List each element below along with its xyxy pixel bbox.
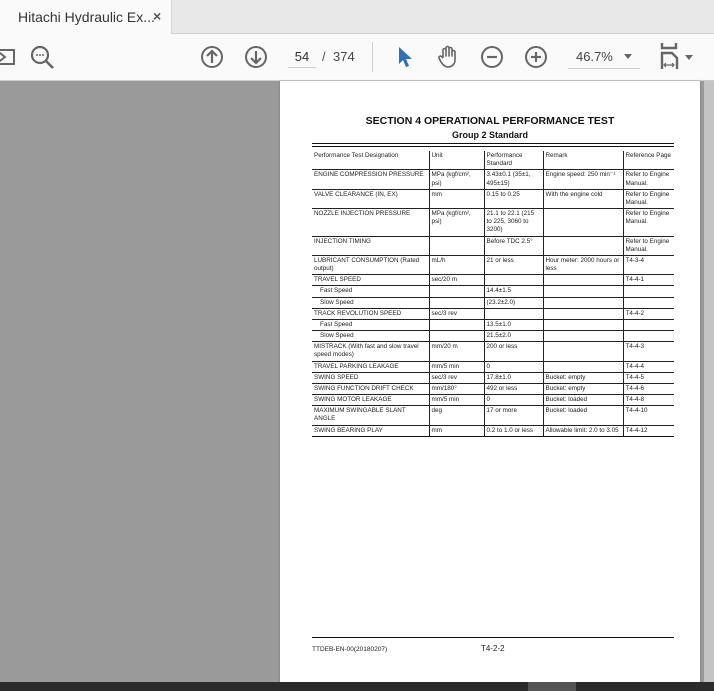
cell-designation: MISTRACK (With fast and slow travel speed modes) bbox=[312, 342, 429, 361]
hand-tool-icon[interactable] bbox=[435, 44, 461, 70]
cell-remark bbox=[543, 209, 623, 237]
cell-remark: Engine speed: 250 min⁻¹ bbox=[543, 170, 623, 189]
prev-page-icon[interactable] bbox=[199, 44, 225, 70]
cell-remark bbox=[543, 342, 623, 361]
cell-unit: deg bbox=[429, 406, 484, 425]
cell-unit: mm/5 min bbox=[429, 361, 484, 372]
page-total: 374 bbox=[333, 49, 355, 64]
cell-ref: T4-4-2 bbox=[623, 308, 674, 319]
cell-unit bbox=[429, 331, 484, 342]
cell-unit: sec/20 m bbox=[429, 275, 484, 286]
cell-standard: 21.5±2.0 bbox=[484, 331, 543, 342]
cell-remark bbox=[543, 319, 623, 330]
cell-remark bbox=[543, 275, 623, 286]
header-unit: Unit bbox=[429, 151, 484, 170]
table-row bbox=[312, 308, 674, 319]
fit-options-chevron-icon[interactable] bbox=[685, 55, 693, 60]
pdf-page bbox=[280, 81, 700, 682]
cell-standard: 0 bbox=[484, 395, 543, 406]
cell-designation: MAXIMUM SWINGABLE SLANT ANGLE bbox=[312, 406, 429, 425]
cell-unit: mL/h bbox=[429, 255, 484, 274]
cell-unit bbox=[429, 236, 484, 255]
taskbar-active-app[interactable] bbox=[528, 682, 576, 691]
close-tab-icon[interactable]: × bbox=[153, 8, 162, 24]
cell-ref bbox=[623, 297, 674, 308]
header-reference: Reference Page bbox=[623, 151, 674, 170]
page-separator: / bbox=[322, 49, 326, 64]
footer-rule bbox=[312, 637, 674, 638]
cell-remark: Allowable limit: 2.0 to 3.05 bbox=[543, 425, 623, 436]
cell-remark bbox=[543, 308, 623, 319]
section-title: SECTION 4 OPERATIONAL PERFORMANCE TEST bbox=[365, 115, 615, 127]
cell-ref: T4-4-4 bbox=[623, 361, 674, 372]
cell-remark: Hour meter: 2000 hours or less bbox=[543, 255, 623, 274]
zoom-level-value: 46.7% bbox=[576, 49, 613, 64]
cell-unit: mm bbox=[429, 189, 484, 208]
cell-remark bbox=[543, 286, 623, 297]
cell-designation: NOZZLE INJECTION PRESSURE bbox=[312, 209, 429, 237]
cell-ref: T4-4-3 bbox=[623, 342, 674, 361]
cell-remark: Bucket: empty bbox=[543, 383, 623, 394]
cell-unit bbox=[429, 286, 484, 297]
cell-unit bbox=[429, 319, 484, 330]
cell-designation: SWING BEARING PLAY bbox=[312, 425, 429, 436]
table-row bbox=[312, 331, 674, 342]
performance-table bbox=[312, 151, 674, 437]
header-designation: Performance Test Designation bbox=[312, 151, 429, 170]
table-row bbox=[312, 361, 674, 372]
os-taskbar bbox=[0, 682, 714, 691]
cell-standard: 0.15 to 0.25 bbox=[484, 189, 543, 208]
table-row bbox=[312, 170, 674, 189]
table-row bbox=[312, 236, 674, 255]
cell-ref bbox=[623, 331, 674, 342]
cell-remark bbox=[543, 361, 623, 372]
header-standard: Performance Standard bbox=[484, 151, 543, 170]
chevron-down-icon bbox=[624, 54, 632, 59]
cell-ref: Refer to Engine Manual. bbox=[623, 170, 674, 189]
cell-remark bbox=[543, 297, 623, 308]
cell-unit: sec/3 rev bbox=[429, 308, 484, 319]
cell-standard: 0.2 to 1.0 or less bbox=[484, 425, 543, 436]
cell-ref: Refer to Engine Manual. bbox=[623, 236, 674, 255]
cell-designation: TRACK REVOLUTION SPEED bbox=[312, 308, 429, 319]
table-row bbox=[312, 286, 674, 297]
cell-ref: T4-4-8 bbox=[623, 395, 674, 406]
cell-designation: VALVE CLEARANCE (IN, EX) bbox=[312, 189, 429, 208]
cell-ref: T4-4-10 bbox=[623, 406, 674, 425]
table-row bbox=[312, 275, 674, 286]
cell-unit bbox=[429, 297, 484, 308]
cell-standard: 13.5±1.0 bbox=[484, 319, 543, 330]
table-row bbox=[312, 383, 674, 394]
title-double-rule bbox=[312, 143, 674, 147]
fit-page-icon[interactable] bbox=[657, 43, 683, 69]
document-viewer bbox=[0, 81, 714, 682]
group-subtitle: Group 2 Standard bbox=[451, 130, 528, 140]
toolbar bbox=[0, 34, 714, 81]
cell-standard: 0 bbox=[484, 361, 543, 372]
table-row bbox=[312, 209, 674, 237]
cell-remark: With the engine cold bbox=[543, 189, 623, 208]
table-row bbox=[312, 425, 674, 436]
cell-designation: INJECTION TIMING bbox=[312, 236, 429, 255]
cell-remark: Bucket: loaded bbox=[543, 395, 623, 406]
cell-unit: MPa (kgf/cm², psi) bbox=[429, 170, 484, 189]
cell-ref bbox=[623, 286, 674, 297]
cell-standard: 200 or less bbox=[484, 342, 543, 361]
page-number-input[interactable] bbox=[288, 46, 316, 68]
table-row bbox=[312, 189, 674, 208]
document-tab[interactable] bbox=[0, 0, 172, 34]
cell-ref: T4-4-6 bbox=[623, 383, 674, 394]
cell-designation: SWING MOTOR LEAKAGE bbox=[312, 395, 429, 406]
cell-designation: SWING FUNCTION DRIFT CHECK bbox=[312, 383, 429, 394]
cell-unit: sec/3 rev bbox=[429, 372, 484, 383]
tab-title: Hitachi Hydraulic Ex... bbox=[18, 9, 155, 25]
search-icon[interactable] bbox=[29, 44, 55, 70]
table-row bbox=[312, 395, 674, 406]
cell-standard: (23.2±2.0) bbox=[484, 297, 543, 308]
select-tool-icon[interactable] bbox=[392, 44, 418, 70]
zoom-out-icon[interactable] bbox=[479, 44, 505, 70]
cell-unit: mm/5 min bbox=[429, 395, 484, 406]
footer-doc-code: TTDEB-EN-00(20180207) bbox=[312, 646, 388, 653]
cell-designation: SWING SPEED bbox=[312, 372, 429, 383]
cell-standard bbox=[484, 308, 543, 319]
cell-remark: Bucket: loaded bbox=[543, 406, 623, 425]
cell-standard bbox=[484, 275, 543, 286]
cell-standard: 21 or less bbox=[484, 255, 543, 274]
table-row bbox=[312, 255, 674, 274]
table-header-row bbox=[312, 151, 674, 170]
cell-standard: 3.43±0.1 (35±1, 495±15) bbox=[484, 170, 543, 189]
table-row bbox=[312, 342, 674, 361]
cell-designation: TRAVEL PARKING LEAKAGE bbox=[312, 361, 429, 372]
table-row bbox=[312, 297, 674, 308]
cell-designation: Fast Speed bbox=[312, 286, 429, 297]
cell-designation: Slow Speed bbox=[312, 331, 429, 342]
zoom-level-dropdown[interactable] bbox=[568, 46, 640, 69]
toolbar-divider bbox=[372, 42, 373, 72]
cell-designation: ENGINE COMPRESSION PRESSURE bbox=[312, 170, 429, 189]
cell-designation: TRAVEL SPEED bbox=[312, 275, 429, 286]
vertical-scrollbar[interactable] bbox=[704, 81, 714, 682]
cell-unit: mm bbox=[429, 425, 484, 436]
cell-standard: 492 or less bbox=[484, 383, 543, 394]
cell-remark: Bucket: empty bbox=[543, 372, 623, 383]
cell-unit: MPa (kgf/cm², psi) bbox=[429, 209, 484, 237]
cell-ref bbox=[623, 319, 674, 330]
table-row bbox=[312, 372, 674, 383]
cell-standard: Before TDC 2.5° bbox=[484, 236, 543, 255]
zoom-in-icon[interactable] bbox=[523, 44, 549, 70]
table-row bbox=[312, 319, 674, 330]
cell-remark bbox=[543, 331, 623, 342]
mail-icon[interactable] bbox=[0, 44, 18, 70]
cell-ref: T4-4-5 bbox=[623, 372, 674, 383]
table-row bbox=[312, 406, 674, 425]
next-page-icon[interactable] bbox=[243, 44, 269, 70]
cell-standard: 17.8±1.0 bbox=[484, 372, 543, 383]
cell-designation: Fast Speed bbox=[312, 319, 429, 330]
cell-standard: 14.4±1.5 bbox=[484, 286, 543, 297]
cell-unit: mm/20 m bbox=[429, 342, 484, 361]
cell-remark bbox=[543, 236, 623, 255]
cell-ref: T4-3-4 bbox=[623, 255, 674, 274]
cell-ref: Refer to Engine Manual. bbox=[623, 189, 674, 208]
cell-ref: Refer to Engine Manual. bbox=[623, 209, 674, 237]
cell-designation: Slow Speed bbox=[312, 297, 429, 308]
tab-bar bbox=[0, 0, 714, 34]
header-remark: Remark bbox=[543, 151, 623, 170]
cell-ref: T4-4-12 bbox=[623, 425, 674, 436]
cell-designation: LUBRICANT CONSUMPTION (Rated output) bbox=[312, 255, 429, 274]
cell-ref: T4-4-1 bbox=[623, 275, 674, 286]
footer-page-label: T4-2-2 bbox=[481, 644, 505, 653]
cell-unit: mm/180° bbox=[429, 383, 484, 394]
cell-standard: 21.1 to 22.1 (215 to 225, 3060 to 3200) bbox=[484, 209, 543, 237]
cell-standard: 17 or more bbox=[484, 406, 543, 425]
